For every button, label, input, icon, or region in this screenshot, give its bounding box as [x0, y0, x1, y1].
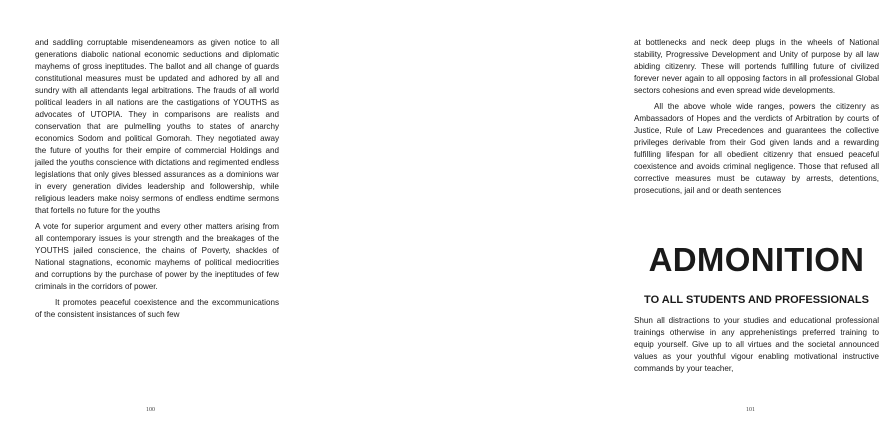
paragraph: and saddling corruptable misendeneamors as given notice to all generations diabolic national economic seductions and diplomatic mayhems of gross ineptitudes. The ballot and all change of guards constitutional measures must be updated and adhored by all and sundry with all attendants legal arbitrations. The frauds of all world political leaders in all nations are the castigations of YOUTHS as advocates of UTOPIA. They in comparisons are realists and conservation that are pulmelling youths to states of anarchy economics Sodom and political Gomorah. They negotiated away the future of youths for their empire of commercial Holdings and jailed the youths conscience with dictations and regimented endless legislations that only gives blessed assurances as a dominions war in every generation divides leadership and followership, while religious leaders make noisy sermons of endless endtime sermons that fortells no future for the youths — [35, 38, 279, 215]
paragraph: All the above whole wide ranges, powers the citizenry as Ambassadors of Hopes and the verdicts of Arbitration by courts of Justice, Rule of Law Precedences and guarantees the collective privileges derivable from their God given lands and a rewarding fulfilling lifespan for all obedient citizenry that ensued peaceful coexistence and avoids criminal negligence. Those that refused all corrective measures must be cutaway by arrests, detentions, prosecutions, jail and or death sentences — [634, 102, 879, 195]
right-page — [300, 0, 879, 424]
section-heading: ADMONITION — [648, 241, 865, 278]
page-number: 101 — [746, 407, 755, 413]
right-page-lower-text — [634, 315, 879, 375]
paragraph: It promotes peaceful coexistence and the excommunications of the consistent insistances of such few — [35, 298, 279, 319]
page-number: 100 — [146, 407, 155, 413]
left-page — [0, 0, 300, 424]
paragraph: at bottlenecks and neck deep plugs in the wheels of National stability, Progressive Development and Unity of purpose by all law abiding citizenry. These will portends fulfilling future of civilized forever never again to all opposing factors in all professional Global sectors cohesions and even spread wide developments. — [634, 38, 879, 95]
left-page-text — [35, 37, 279, 321]
paragraph: A vote for superior argument and every other matters arising from all contemporary issues is your strength and the breakages of the YOUTHS jailed conscience, the chains of Poverty, shackles of National stagnations, economic mayhems of political mediocrities and corruptions by the purchase of power by the ineptitudes of few criminals in the corridors of power. — [35, 222, 279, 291]
section-subheading: TO ALL STUDENTS AND PROFESSIONALS — [644, 294, 869, 306]
right-page-text — [634, 37, 879, 197]
paragraph: Shun all distractions to your studies and educational professional trainings otherwise in any apprehenistings preferred training to equip yourself. Give up to all virtues and the societal announced values as your youthful vigour enabling motivational instructive commands by your teacher, — [634, 316, 879, 373]
